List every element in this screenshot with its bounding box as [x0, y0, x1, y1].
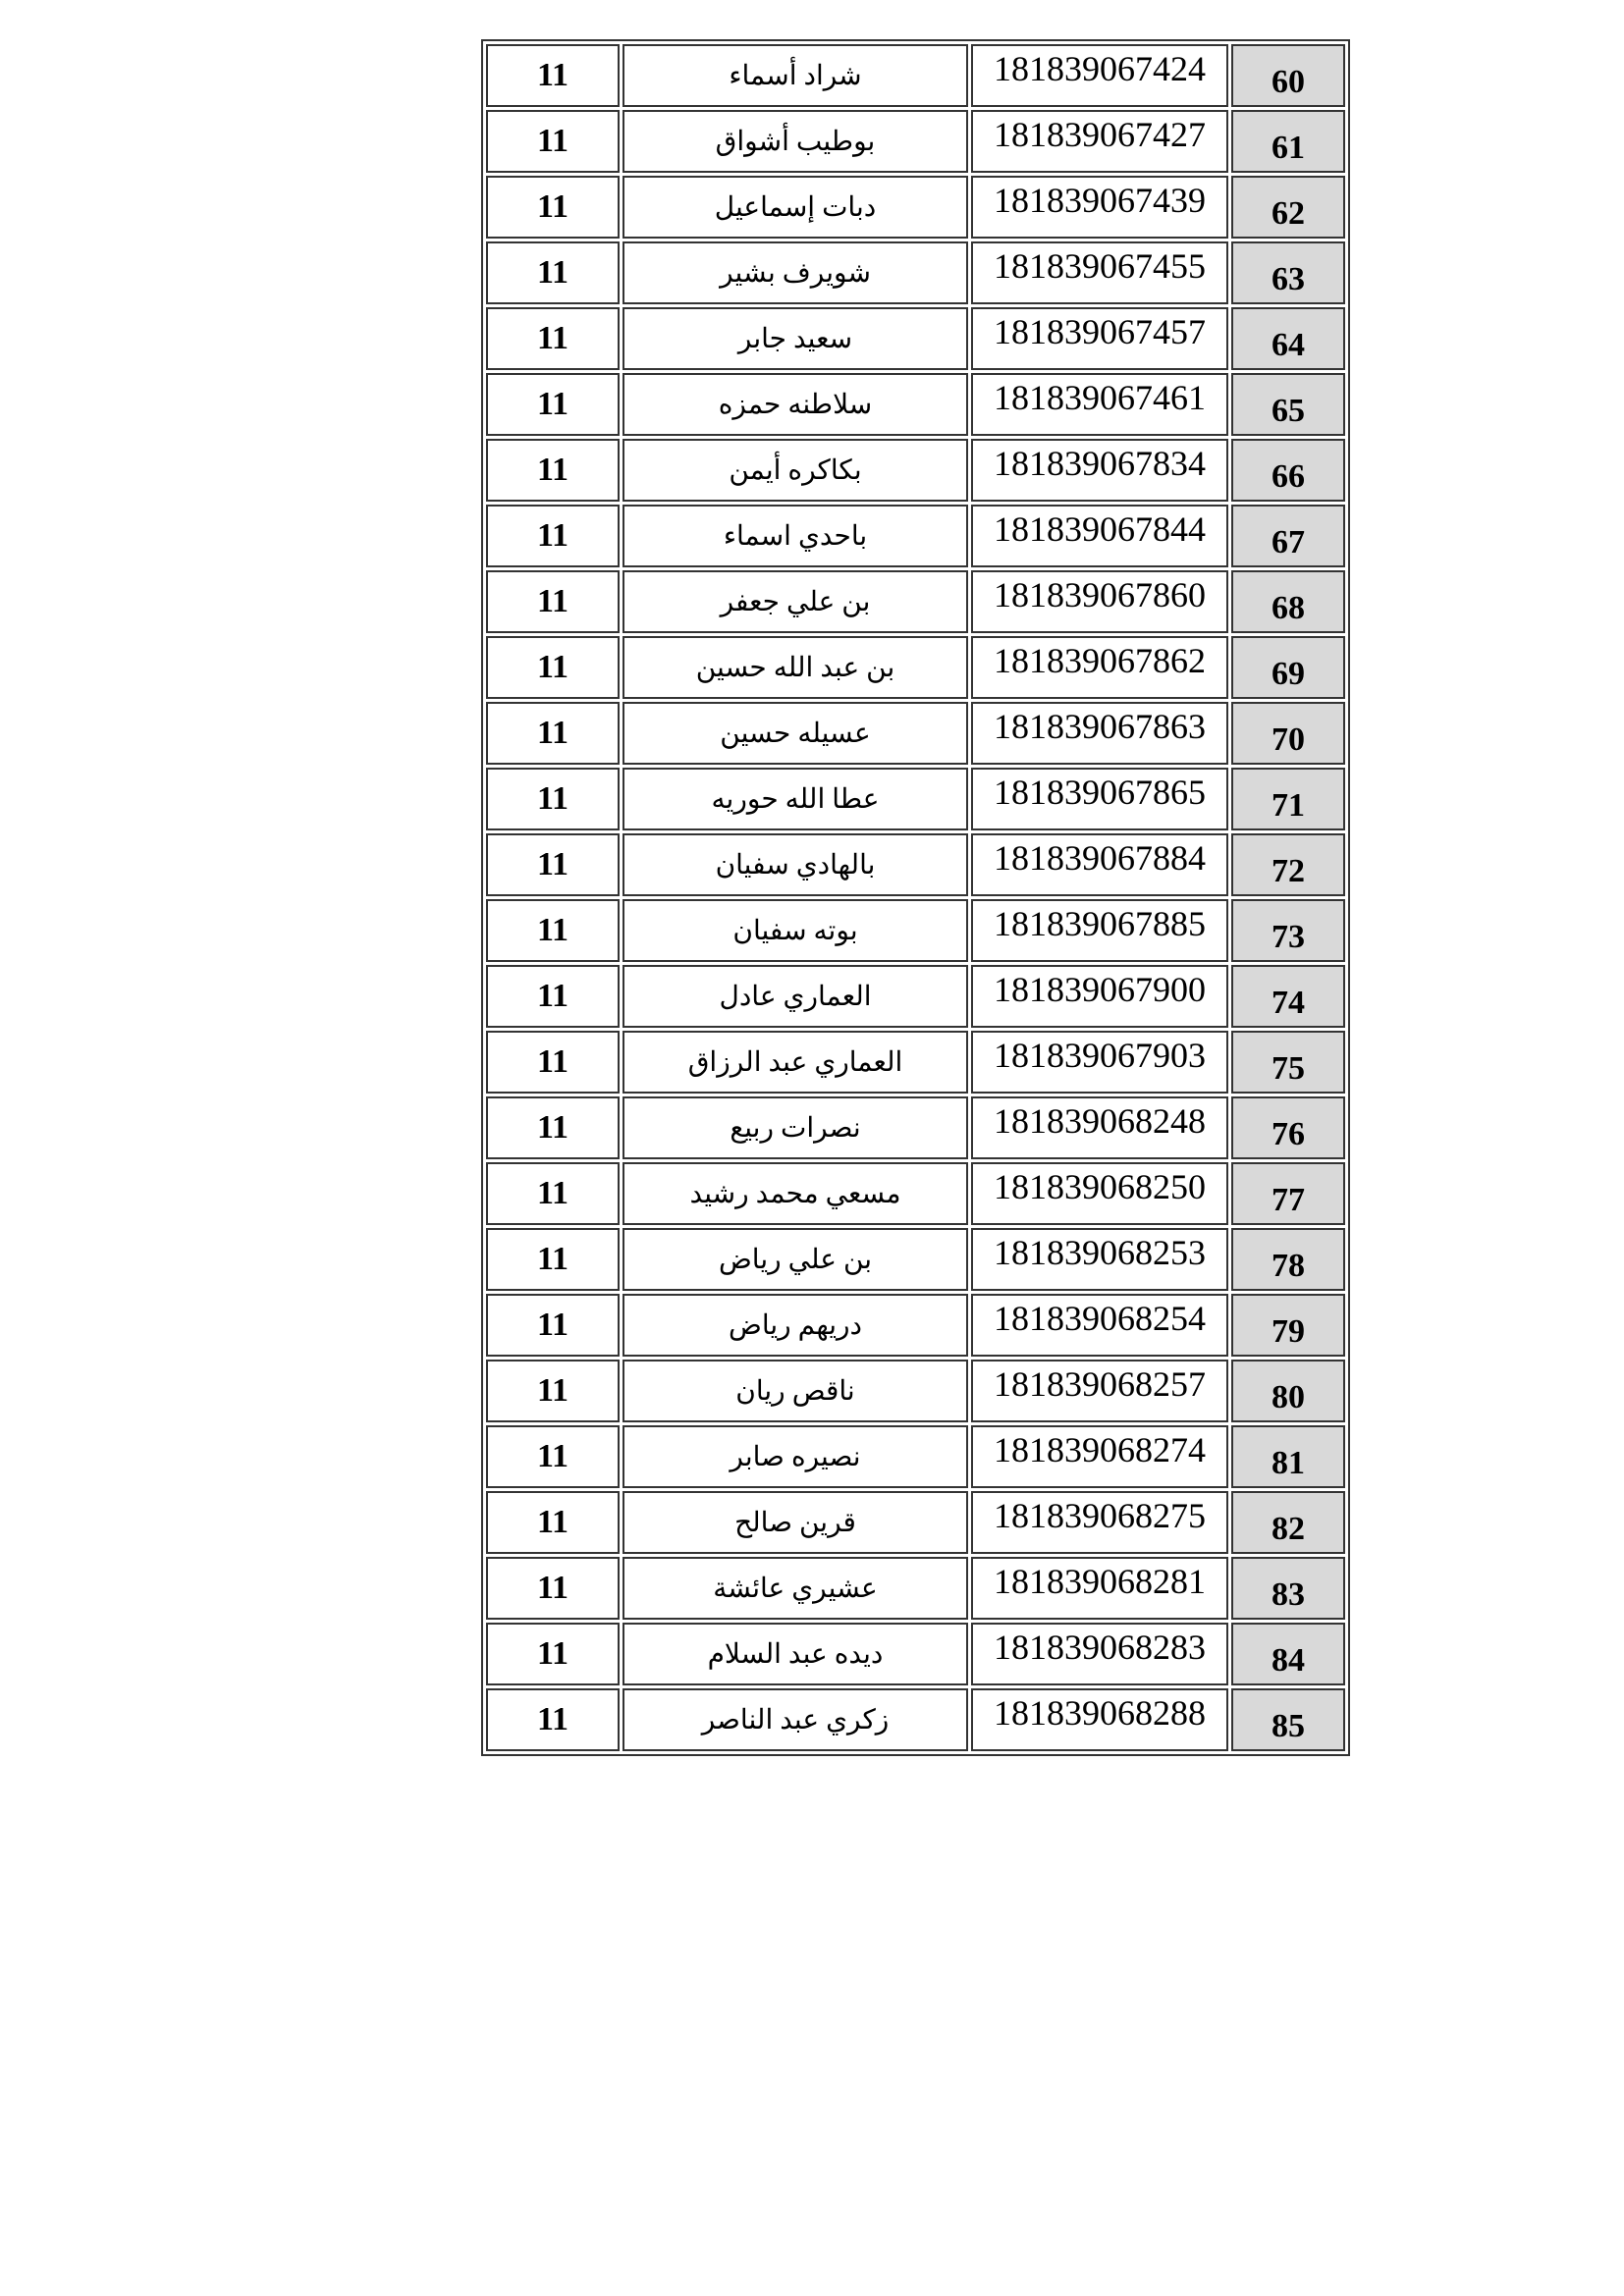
table-row [486, 1294, 1345, 1357]
grade-cell: 11 [486, 965, 620, 1028]
grade-cell: 11 [486, 570, 620, 633]
student-name-cell: نصيره صابر [623, 1425, 968, 1488]
row-number-cell: 62 [1231, 176, 1345, 239]
row-number-cell: 72 [1231, 833, 1345, 896]
registration-number-cell: 181839067834 [971, 439, 1228, 502]
table-row [486, 833, 1345, 896]
row-number-cell: 82 [1231, 1491, 1345, 1554]
table-row [486, 1228, 1345, 1291]
row-number-cell: 68 [1231, 570, 1345, 633]
registration-number-cell: 181839067884 [971, 833, 1228, 896]
registration-number-cell: 181839067424 [971, 44, 1228, 107]
table-row [486, 1360, 1345, 1422]
grade-cell: 11 [486, 307, 620, 370]
student-list-table [481, 39, 1350, 1756]
table-row [486, 1688, 1345, 1751]
grade-cell: 11 [486, 1031, 620, 1094]
row-number-cell: 81 [1231, 1425, 1345, 1488]
student-name-cell: ديده عبد السلام [623, 1623, 968, 1685]
table-row [486, 241, 1345, 304]
registration-number-cell: 181839068274 [971, 1425, 1228, 1488]
student-name-cell: شويرف بشير [623, 241, 968, 304]
row-number-cell: 65 [1231, 373, 1345, 436]
registration-number-cell: 181839067427 [971, 110, 1228, 173]
student-name-cell: بوطيب أشواق [623, 110, 968, 173]
table-row [486, 1031, 1345, 1094]
student-name-cell: سلاطنه حمزه [623, 373, 968, 436]
grade-cell: 11 [486, 439, 620, 502]
student-name-cell: بن علي جعفر [623, 570, 968, 633]
row-number-cell: 67 [1231, 505, 1345, 567]
registration-number-cell: 181839068275 [971, 1491, 1228, 1554]
registration-number-cell: 181839068257 [971, 1360, 1228, 1422]
student-name-cell: بن عبد الله حسين [623, 636, 968, 699]
table-row [486, 1162, 1345, 1225]
row-number-cell: 66 [1231, 439, 1345, 502]
table-row [486, 965, 1345, 1028]
table-row [486, 44, 1345, 107]
grade-cell: 11 [486, 899, 620, 962]
row-number-cell: 63 [1231, 241, 1345, 304]
grade-cell: 11 [486, 176, 620, 239]
student-name-cell: بكاكره أيمن [623, 439, 968, 502]
grade-cell: 11 [486, 44, 620, 107]
registration-number-cell: 181839067863 [971, 702, 1228, 765]
student-name-cell: نصرات ربيع [623, 1096, 968, 1159]
grade-cell: 11 [486, 1623, 620, 1685]
table-row [486, 1491, 1345, 1554]
grade-cell: 11 [486, 1425, 620, 1488]
grade-cell: 11 [486, 505, 620, 567]
table-row [486, 176, 1345, 239]
registration-number-cell: 181839067862 [971, 636, 1228, 699]
student-name-cell: عطا الله حوريه [623, 768, 968, 830]
row-number-cell: 61 [1231, 110, 1345, 173]
table-row [486, 373, 1345, 436]
student-name-cell: بن علي رياض [623, 1228, 968, 1291]
registration-number-cell: 181839068253 [971, 1228, 1228, 1291]
row-number-cell: 78 [1231, 1228, 1345, 1291]
table-row [486, 1096, 1345, 1159]
row-number-cell: 85 [1231, 1688, 1345, 1751]
table-row [486, 899, 1345, 962]
document-page [481, 39, 1343, 1756]
table-row [486, 1623, 1345, 1685]
table-row [486, 1425, 1345, 1488]
student-list-body [486, 44, 1345, 1751]
row-number-cell: 69 [1231, 636, 1345, 699]
table-row [486, 439, 1345, 502]
table-row [486, 636, 1345, 699]
row-number-cell: 71 [1231, 768, 1345, 830]
student-name-cell: دبات إسماعيل [623, 176, 968, 239]
student-name-cell: قرين صالح [623, 1491, 968, 1554]
grade-cell: 11 [486, 1491, 620, 1554]
registration-number-cell: 181839067865 [971, 768, 1228, 830]
grade-cell: 11 [486, 373, 620, 436]
registration-number-cell: 181839067439 [971, 176, 1228, 239]
row-number-cell: 60 [1231, 44, 1345, 107]
grade-cell: 11 [486, 1228, 620, 1291]
grade-cell: 11 [486, 768, 620, 830]
row-number-cell: 76 [1231, 1096, 1345, 1159]
row-number-cell: 84 [1231, 1623, 1345, 1685]
table-row [486, 1557, 1345, 1620]
student-name-cell: باحدي اسماء [623, 505, 968, 567]
registration-number-cell: 181839067903 [971, 1031, 1228, 1094]
student-name-cell: سعيد جابر [623, 307, 968, 370]
grade-cell: 11 [486, 1096, 620, 1159]
table-row [486, 110, 1345, 173]
row-number-cell: 83 [1231, 1557, 1345, 1620]
row-number-cell: 80 [1231, 1360, 1345, 1422]
row-number-cell: 73 [1231, 899, 1345, 962]
student-name-cell: العماري عادل [623, 965, 968, 1028]
row-number-cell: 74 [1231, 965, 1345, 1028]
student-name-cell: مسعي محمد رشيد [623, 1162, 968, 1225]
student-name-cell: شراد أسماء [623, 44, 968, 107]
row-number-cell: 79 [1231, 1294, 1345, 1357]
registration-number-cell: 181839067844 [971, 505, 1228, 567]
table-row [486, 570, 1345, 633]
row-number-cell: 75 [1231, 1031, 1345, 1094]
row-number-cell: 64 [1231, 307, 1345, 370]
registration-number-cell: 181839068250 [971, 1162, 1228, 1225]
row-number-cell: 70 [1231, 702, 1345, 765]
registration-number-cell: 181839067900 [971, 965, 1228, 1028]
row-number-cell: 77 [1231, 1162, 1345, 1225]
student-name-cell: زكري عبد الناصر [623, 1688, 968, 1751]
registration-number-cell: 181839067457 [971, 307, 1228, 370]
student-name-cell: عشيري عائشة [623, 1557, 968, 1620]
grade-cell: 11 [486, 1688, 620, 1751]
grade-cell: 11 [486, 1294, 620, 1357]
grade-cell: 11 [486, 702, 620, 765]
grade-cell: 11 [486, 1162, 620, 1225]
registration-number-cell: 181839068248 [971, 1096, 1228, 1159]
student-name-cell: دريهم رياض [623, 1294, 968, 1357]
table-row [486, 702, 1345, 765]
registration-number-cell: 181839067461 [971, 373, 1228, 436]
registration-number-cell: 181839067455 [971, 241, 1228, 304]
registration-number-cell: 181839068281 [971, 1557, 1228, 1620]
registration-number-cell: 181839068288 [971, 1688, 1228, 1751]
table-row [486, 307, 1345, 370]
registration-number-cell: 181839068254 [971, 1294, 1228, 1357]
registration-number-cell: 181839068283 [971, 1623, 1228, 1685]
grade-cell: 11 [486, 1557, 620, 1620]
table-row [486, 505, 1345, 567]
student-name-cell: ناقص ريان [623, 1360, 968, 1422]
grade-cell: 11 [486, 636, 620, 699]
student-name-cell: العماري عبد الرزاق [623, 1031, 968, 1094]
grade-cell: 11 [486, 110, 620, 173]
student-name-cell: عسيله حسين [623, 702, 968, 765]
registration-number-cell: 181839067860 [971, 570, 1228, 633]
grade-cell: 11 [486, 241, 620, 304]
grade-cell: 11 [486, 1360, 620, 1422]
grade-cell: 11 [486, 833, 620, 896]
registration-number-cell: 181839067885 [971, 899, 1228, 962]
student-name-cell: بالهادي سفيان [623, 833, 968, 896]
table-row [486, 768, 1345, 830]
student-name-cell: بوته سفيان [623, 899, 968, 962]
